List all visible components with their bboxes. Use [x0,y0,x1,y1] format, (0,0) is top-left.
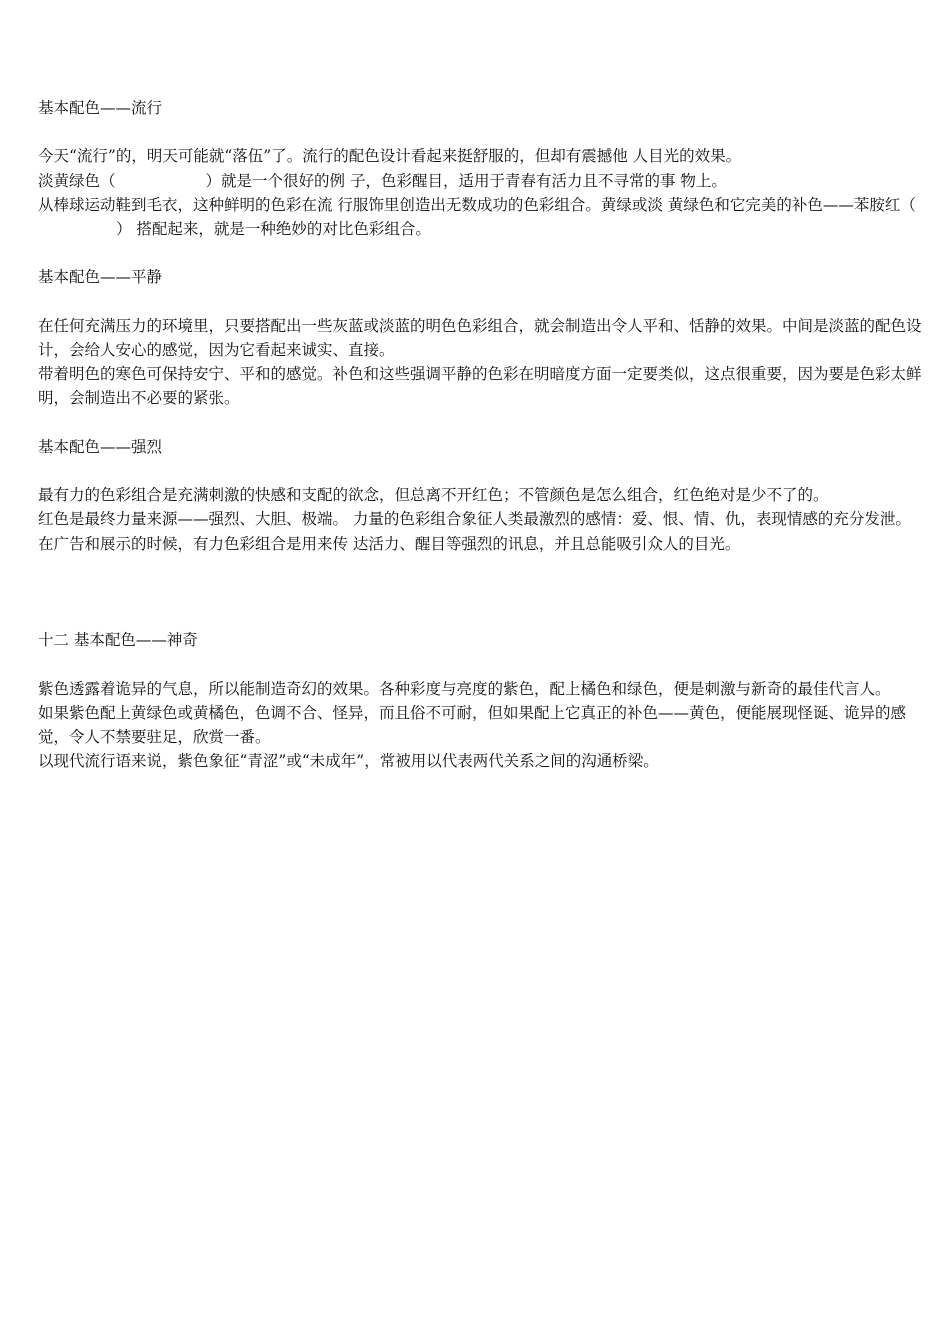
section-heading-magic: 十二 基本配色——神奇 [38,631,198,650]
paragraph: 在广告和展示的时候，有力色彩组合是用来传 达活力、醒目等强烈的讯息，并且总能吸引众人的目光。 [38,534,741,553]
paragraph: 在任何充满压力的环境里，只要搭配出一些灰蓝或淡蓝的明色色彩组合，就会制造出令人平和、恬静的效果。中间是淡蓝的配色设计，会给人安心的感觉，因为它看起来诚实、直接。 [38,316,922,359]
paragraph: 红色是最终力量来源——强烈、大胆、极端。 力量的色彩组合象征人类最激烈的感情：爱、恨、情、仇，表现情感的充分发泄。 [38,510,911,529]
paragraph [38,169,930,193]
section-heading-strong: 基本配色——强烈 [38,437,163,456]
section-heading-calm: 基本配色——平静 [38,268,163,287]
document-body [38,96,930,774]
paragraph-text: 从棒球运动鞋到毛衣，这种鲜明的色彩在流 行服饰里创造出无数成功的色彩组合。黄绿或淡 黄绿色和它完美的补色——苯胺红（ [38,195,916,214]
paragraph: 今天“流行”的，明天可能就“落伍”了。流行的配色设计看起来挺舒服的，但却有震撼他 人目光的效果。 [38,147,742,166]
paragraph-text: ）就是一个很好的例 子，色彩醒目，适用于青春有活力且不寻常的事 物上。 [205,171,727,190]
paragraph: 紫色透露着诡异的气息，所以能制造奇幻的效果。各种彩度与亮度的紫色，配上橘色和绿色，便是刺激与新奇的最佳代言人。 [38,679,891,698]
paragraph-text: ） 搭配起来，就是一种绝妙的对比色彩组合。 [116,220,431,238]
paragraph [38,193,930,241]
paragraph: 以现代流行语来说，紫色象征“青涩”或“未成年”，常被用以代表两代关系之间的沟通桥梁。 [38,752,659,771]
paragraph: 如果紫色配上黄绿色或黄橘色，色调不合、怪异，而且俗不可耐，但如果配上它真正的补色——黄色，便能展现怪诞、诡异的感觉，令人不禁要驻足，欣赏一番。 [38,703,907,747]
paragraph: 带着明色的寒色可保持安宁、平和的感觉。补色和这些强调平静的色彩在明暗度方面一定要类似，这点很重要，因为要是色彩太鲜明，会制造出不必要的紧张。 [38,365,922,408]
paragraph-text: 淡黄绿色（ [38,171,116,190]
section-heading-popular: 基本配色——流行 [38,99,163,117]
paragraph: 最有力的色彩组合是充满刺激的快感和支配的欲念，但总离不开红色；不管颜色是怎么组合，红色绝对是少不了的。 [38,486,829,505]
